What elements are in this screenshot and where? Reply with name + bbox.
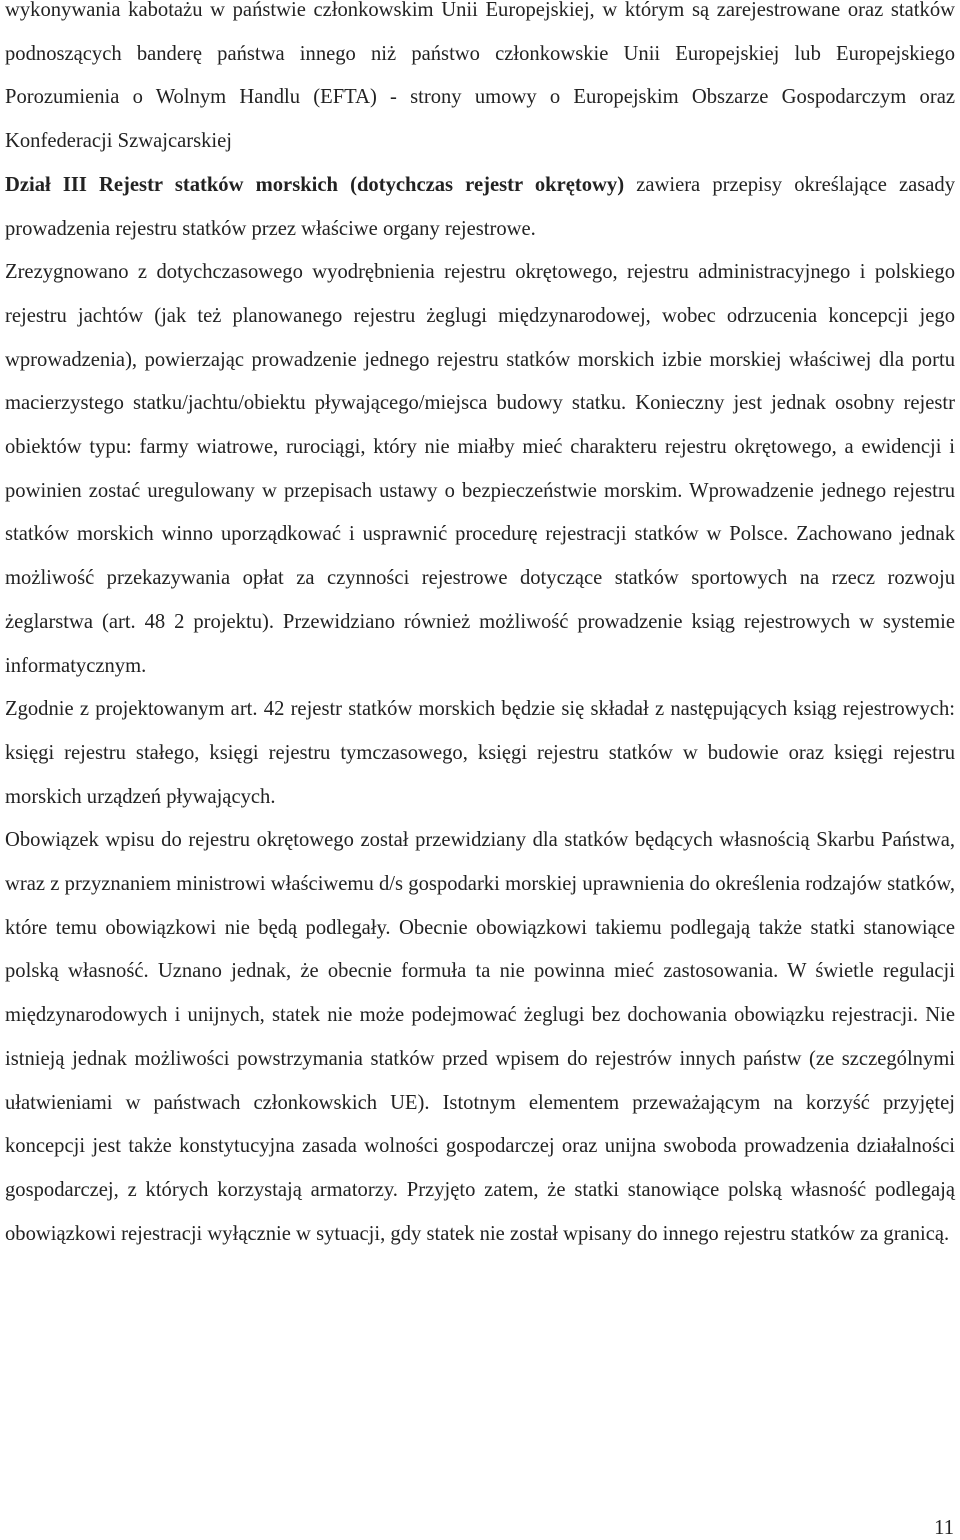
section-intro-text: zawiera przepisy określające zasady prowadzenia rejestru statków przez właściwe organy rejestrowe. [5,173,955,240]
document-body [5,0,955,1256]
paragraph-intro: wykonywania kabotażu w państwie członkowskim Unii Europejskiej, w którym są zarejestrowane oraz statków podnoszących banderę państwa innego niż państwo członkowskie Unii Europejskiej lub Europejskiego Porozumienia o Wolnym Handlu (EFTA) - strony umowy o Europejskim Obszarze Gospodarczym oraz Konfederacji Szwajcarskiej [5,0,955,153]
page-number: 11 [934,1517,954,1539]
section-heading: Dział III Rejestr statków morskich (dotychczas rejestr okrętowy) [5,173,625,196]
paragraph-register-books: Zgodnie z projektowanym art. 42 rejestr statków morskich będzie się składał z następujących ksiąg rejestrowych: księgi rejestru stałego, księgi rejestru tymczasowego, księgi rejestru statków w budowie oraz księgi rejestru morskich urządzeń pływających. [5,698,955,808]
paragraph-section-iii [5,164,955,251]
paragraph-registration-duty: Obowiązek wpisu do rejestru okrętowego został przewidziany dla statków będących własnością Skarbu Państwa, wraz z przyznaniem ministrowi właściwemu d/s gospodarki morskiej uprawnienia do określenia rodzajów statków, które temu obowiązkowi nie będą podlegały. Obecnie obowiązkowi takiemu podlegają także statki stanowiące polską własność. Uznano jednak, że obecnie formuła ta nie powinna mieć zastosowania. W świetle regulacji międzynarodowych i unijnych, statek nie może podejmować żeglugi bez dochowania obowiązku rejestracji. Nie istnieją jednak możliwości powstrzymania statków przed wpisem do rejestrów innych państw (ze szczególnymi ułatwieniami w państwach członkowskich UE). Istotnym elementem przeważającym na korzyść przyjętej koncepcji jest także konstytucyjna zasada wolności gospodarczej oraz unijna swoboda prowadzenia działalności gospodarczej, z których korzystają armatorzy. Przyjęto zatem, że statki stanowiące polską własność podlegają obowiązkowi rejestracji wyłącznie w sytuacji, gdy statek nie został wpisany do innego rejestru statków za granicą. [5,829,955,1245]
paragraph-register-merge: Zrezygnowano z dotychczasowego wyodrębnienia rejestru okrętowego, rejestru administracyjnego i polskiego rejestru jachtów (jak też planowanego rejestru żeglugi międzynarodowej, wobec odrzucenia koncepcji jego wprowadzenia), powierzając prowadzenie jednego rejestru statków morskich izbie morskiej właściwej dla portu macierzystego statku/jachtu/obiektu pływającego/miejsca budowy statku. Konieczny jest jednak osobny rejestr obiektów typu: farmy wiatrowe, rurociągi, który nie miałby mieć charakteru rejestru okrętowego, a ewidencji i powinien zostać uregulowany w przepisach ustawy o bezpieczeństwie morskim. Wprowadzenie jednego rejestru statków morskich winno uporządkować i usprawnić procedurę rejestracji statków w Polsce. Zachowano jednak możliwość przekazywania opłat za czynności rejestrowe dotyczące statków sportowych na rzecz rozwoju żeglarstwa (art. 48 2 projektu). Przewidziano również możliwość prowadzenie ksiąg rejestrowych w systemie informatycznym. [5,261,955,677]
